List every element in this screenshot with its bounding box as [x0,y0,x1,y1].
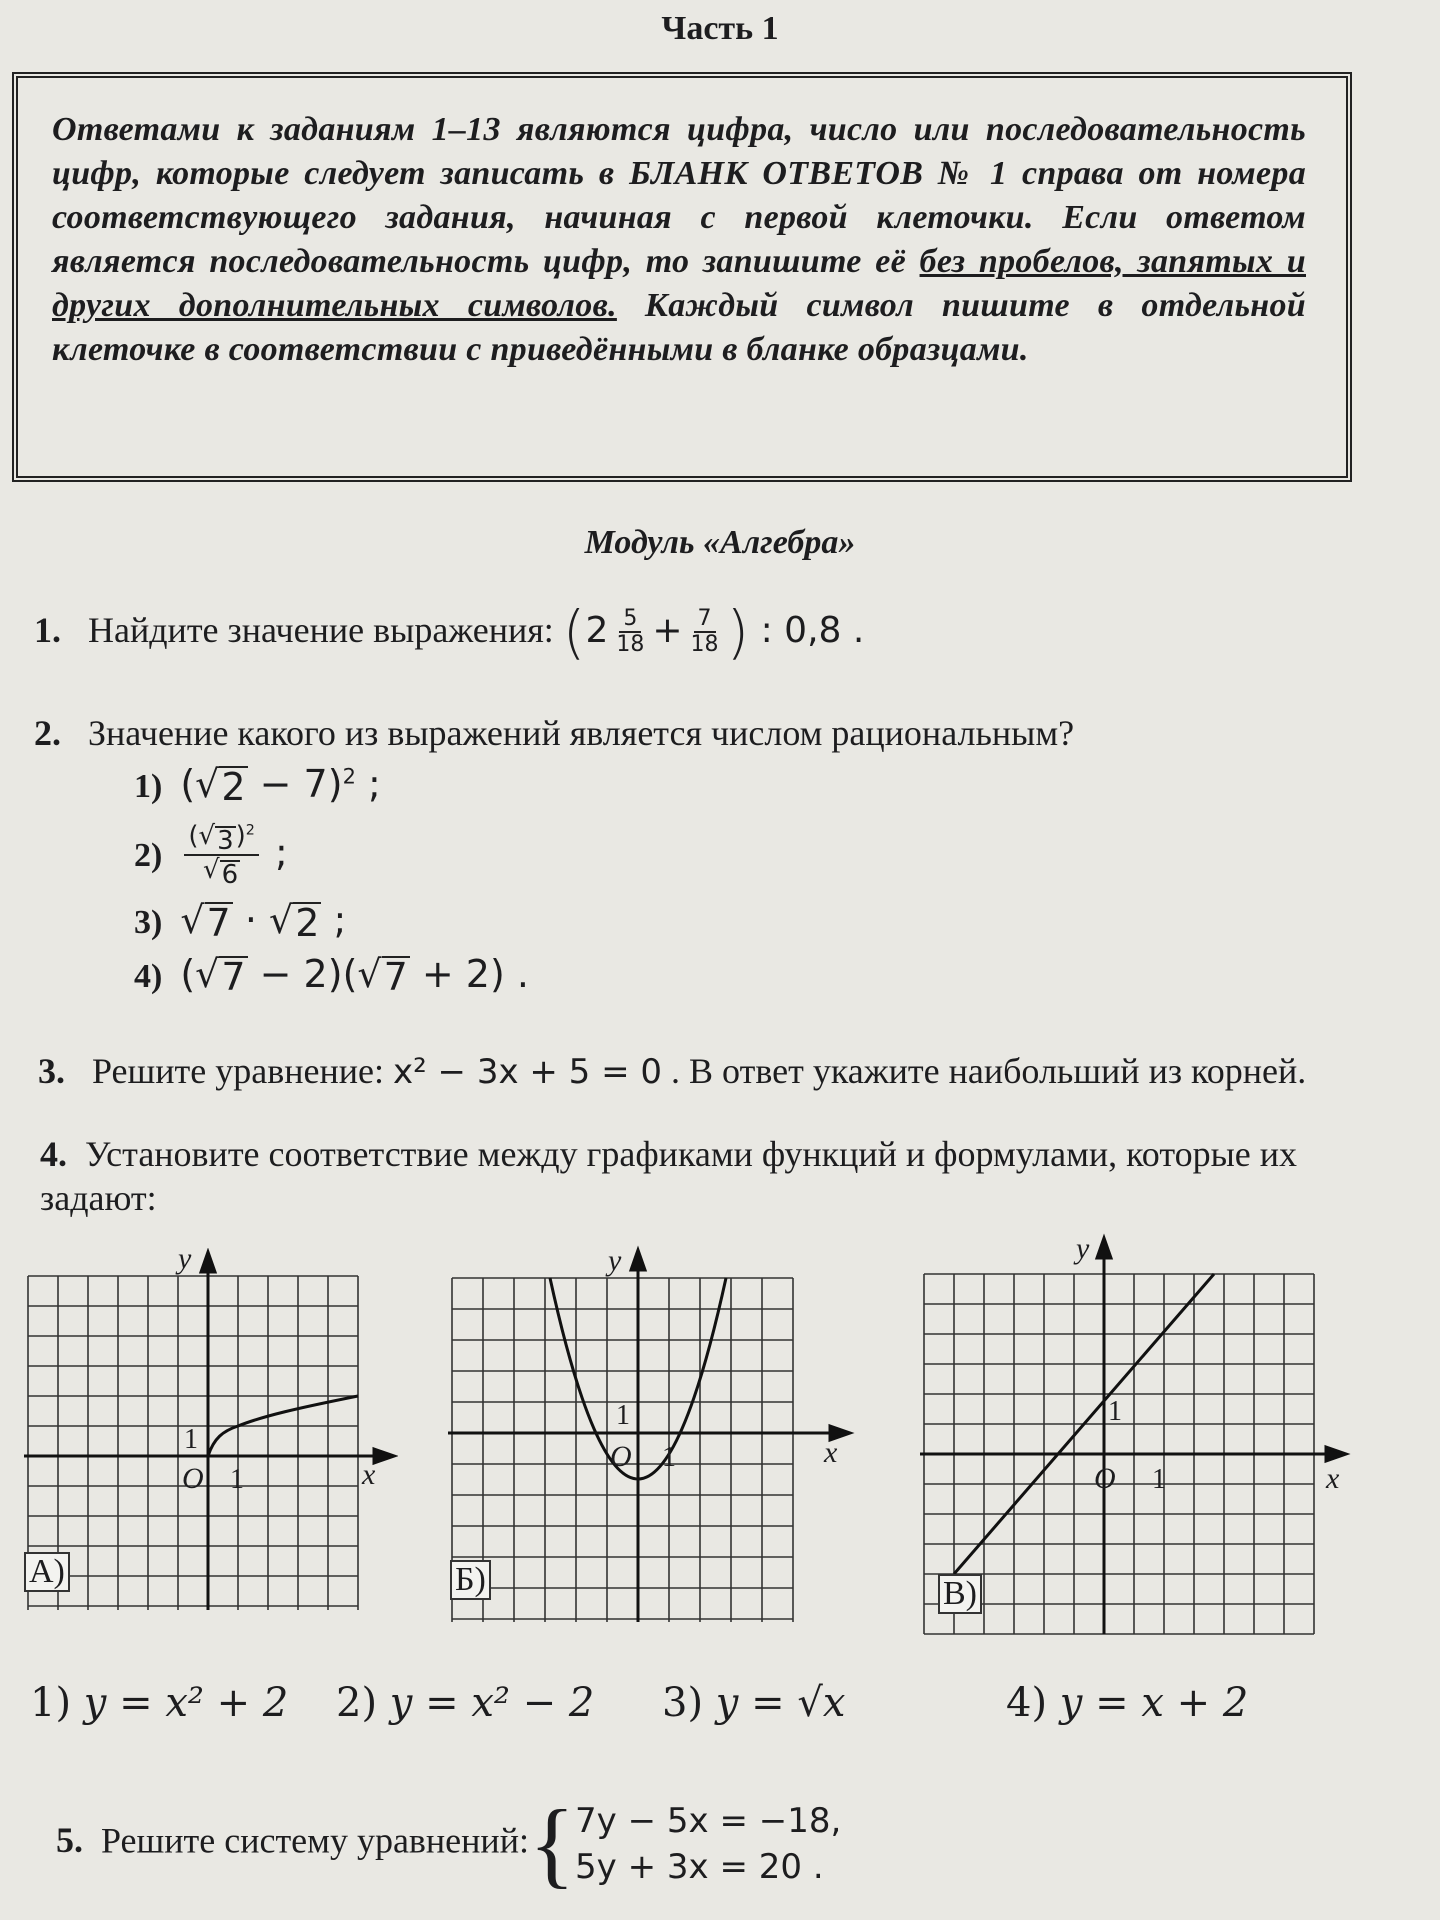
option-number: 2) [134,836,163,874]
formula-2 [336,1680,594,1726]
y-unit-label: 1 [184,1424,198,1455]
task-number: 5. [56,1820,83,1861]
task-2-text: Значение какого из выражений является числом рациональным? [88,713,1075,753]
task-5-text: Решите систему уравнений: [101,1820,529,1861]
system-brace: { [528,1790,576,1897]
instructions-box [12,72,1352,482]
task-2-option-1: 1) ( √ 2 − 7)$^2$ ; [134,762,381,809]
x-unit-label: 1 [1152,1464,1166,1495]
task-2-option-2: 2) ( √ 3 )$^2$ √ 6 ; [134,821,288,890]
option-number: 1) [134,768,163,805]
fraction-numerator: 5 [619,607,641,633]
task-1-text: Найдите значение выражения: [88,610,554,650]
graph-label-a: А) [24,1552,70,1592]
graph-b [440,1240,860,1634]
plus-sign: + [652,610,683,651]
task-number: 3. [38,1051,65,1091]
formula-number: 3) [662,1680,704,1726]
task-1-expression: (2 $\frac{5}{18}$ + $\frac{7}{18}$ ) : 0,8 . [562,598,865,666]
task-3-text: Решите уравнение: [92,1051,393,1091]
task-number: 2. [34,713,61,753]
formula-1 [30,1680,288,1726]
task-3-text-tail: . В ответ укажите наибольший из корней. [662,1051,1307,1091]
x-axis-label: x [362,1458,376,1491]
task-3 [38,1050,1306,1092]
formula-4 [1006,1680,1248,1726]
axes [448,1250,850,1622]
module-title: Модуль «Алгебра» [584,524,856,561]
root-fraction: ( √ 3 )$^2$ √ 6 [184,822,259,888]
option-number: 4) [134,958,163,995]
formula-number: 4) [1006,1680,1048,1726]
task-5 [56,1790,842,1897]
expression-tail: : 0,8 . [760,610,865,651]
system-equation-2: 5y + 3x = 20 . [575,1847,824,1887]
mixed-whole: 2 [585,610,609,651]
task-2 [34,712,1074,754]
graph-label-v: В) [938,1574,982,1614]
formula-expression: y = x + 2 [1059,1680,1249,1726]
option-number: 3) [134,904,163,941]
system-equation-1: 7y − 5x = −18, [575,1801,842,1841]
part-title: Часть 1 [661,10,779,47]
y-unit-label: 1 [616,1400,630,1431]
task-4 [40,1132,1340,1220]
formula-expression: y = x² − 2 [389,1680,595,1726]
formula-number: 2) [336,1680,378,1726]
y-axis-label: y [1076,1232,1090,1265]
x-axis-label: x [1326,1462,1340,1495]
fraction-denominator: 18 [690,632,719,657]
task-number: 1. [34,610,61,650]
y-unit-label: 1 [1108,1396,1122,1427]
instructions-text-tail: Каждый символ пишите в отдельной клеточке в соответствии с приведёнными в бланке образцами. [52,287,1306,368]
instructions-text [52,108,1306,372]
task-4-text: Установите соответствие между графиками функций и формулами, которые их задают: [40,1134,1298,1218]
formula-expression: y = √x [715,1680,846,1726]
task-3-equation: x² − 3x + 5 = 0 [392,1052,663,1092]
graph-label-b: Б) [450,1560,491,1600]
instructions-text-main: Ответами к заданиям 1–13 являются цифра, число или последовательность цифр, которые следует записать в БЛАНК ОТВЕТОВ № 1 справа от номера соответствующего задания, начиная с первой клеточки. Если ответом является последовательность цифр, то запишите её [52,111,1306,280]
origin-label: O [1094,1462,1116,1495]
instructions-underlined: без пробелов, запятых и других дополнительных символов. [52,243,1306,324]
task-2-option-3: 3) √ 7 · √ 2 ; [134,898,347,945]
origin-label: O [610,1440,632,1473]
task-number: 4. [40,1134,67,1174]
equation-system [575,1798,841,1890]
fraction-1 [612,607,648,657]
fraction-2 [687,607,723,657]
x-axis-label: x [824,1436,838,1469]
y-axis-label: y [178,1248,192,1275]
x-unit-label: 1 [230,1464,244,1495]
formula-3 [662,1680,845,1726]
formula-expression: y = x² + 2 [83,1680,289,1726]
origin-label: O [182,1462,204,1495]
y-axis-label: y [608,1244,622,1277]
task-2-option-4: 4) ( √ 7 − 2)( √ 7 + 2) . [134,952,529,999]
x-unit-label: 1 [662,1442,676,1473]
graph-v [916,1222,1356,1646]
fraction-numerator: 7 [694,607,716,633]
task-1 [34,598,864,666]
graph-a [18,1248,398,1622]
formula-number: 1) [30,1680,72,1726]
fraction-denominator: 18 [616,632,645,657]
